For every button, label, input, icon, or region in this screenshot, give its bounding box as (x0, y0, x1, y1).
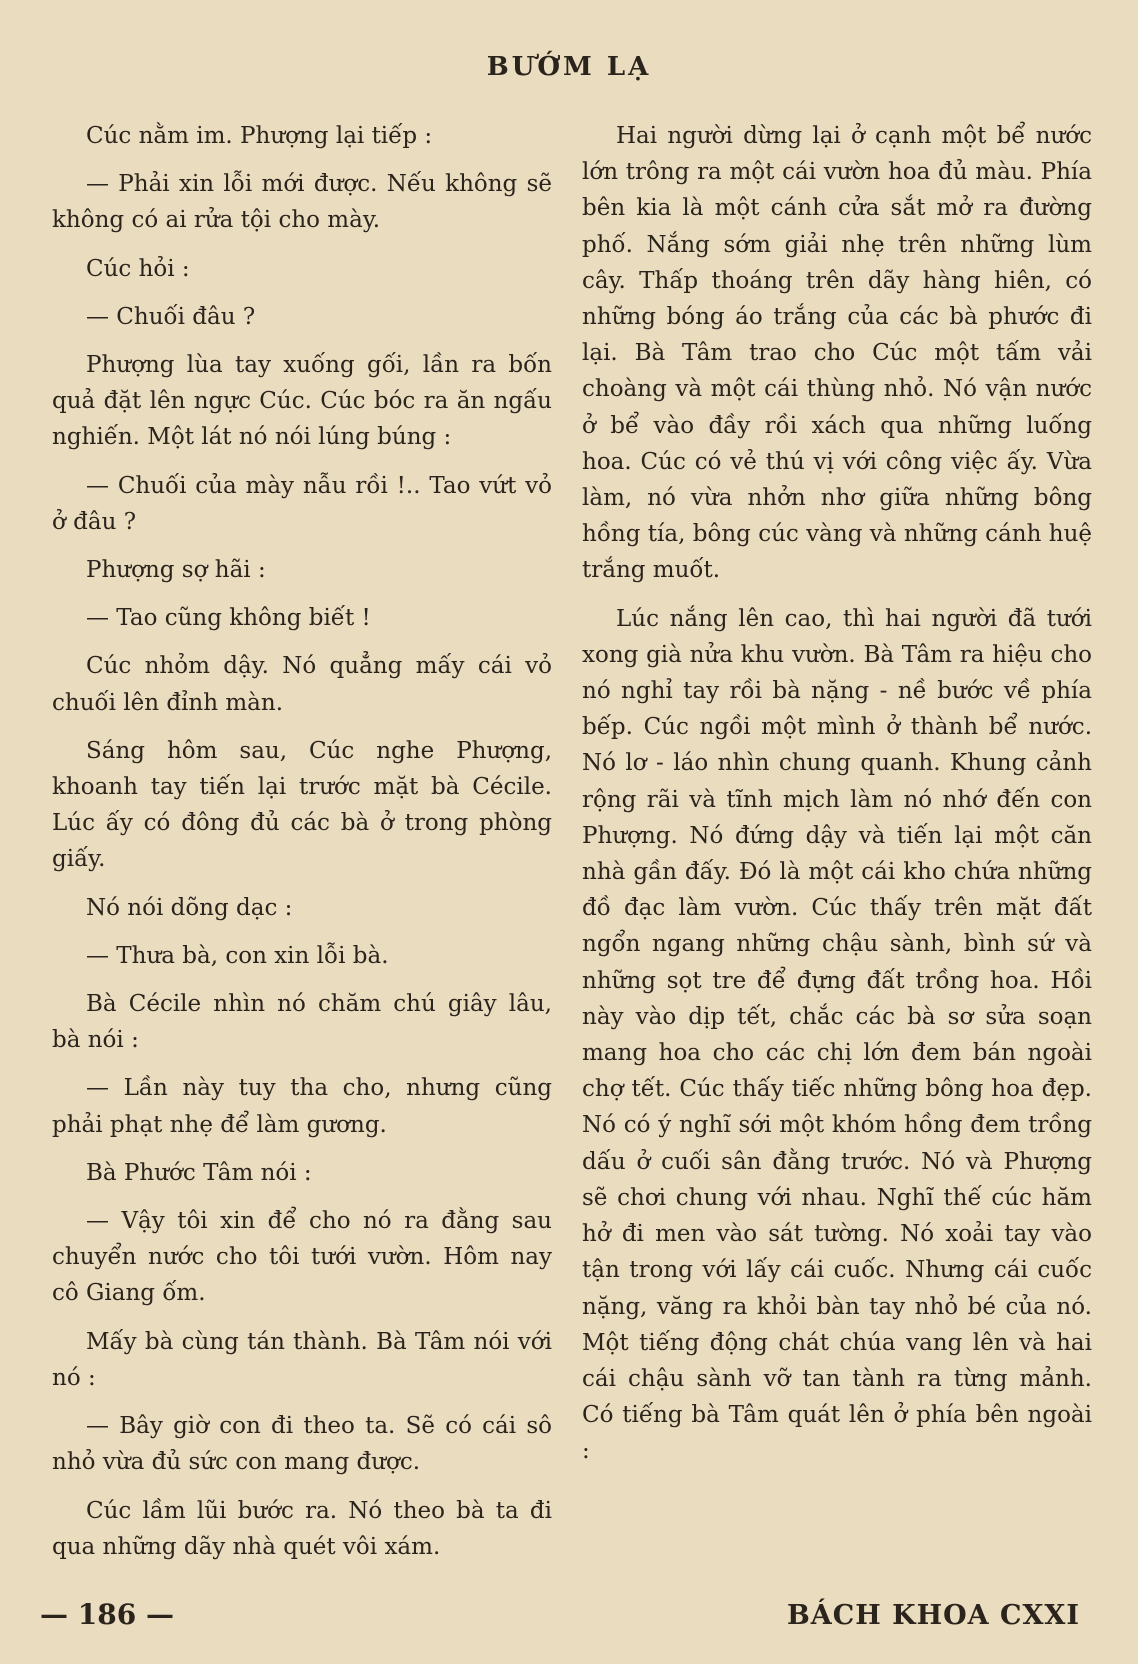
paragraph: Cúc hỏi : (86, 255, 190, 282)
paragraph: Sáng hôm sau, Cúc nghe Phượng, khoanh tay tiến lại trước mặt bà Cécile. Lúc ấy có đông đủ các bà ở trong phòng giấy. (52, 737, 552, 873)
paragraph: Bà Cécile nhìn nó chăm chú giây lâu, bà nói : (52, 991, 552, 1054)
publication-name: BÁCH KHOA CXXI (786, 1600, 1080, 1631)
running-header: BƯỚM LẠ (486, 52, 652, 82)
paragraph: Mấy bà cùng tán thành. Bà Tâm nói với nó : (52, 1328, 552, 1391)
right-column (582, 118, 1092, 1482)
paragraph: Phượng lùa tay xuống gối, lần ra bốn quả đặt lên ngực Cúc. Cúc bóc ra ăn ngấu nghiến. Một lát nó nói lúng búng : (52, 352, 552, 451)
paragraph: Cúc lầm lũi bước ra. Nó theo bà ta đi qua những dãy nhà quét vôi xám. (52, 1497, 552, 1560)
paragraph: — Thưa bà, con xin lỗi bà. (86, 942, 389, 969)
page-number: — 186 — (40, 1598, 174, 1631)
paragraph: Nó nói dõng dạc : (86, 894, 293, 921)
paragraph: — Bây giờ con đi theo ta. Sẽ có cái sô nhỏ vừa đủ sức con mang được. (52, 1413, 552, 1476)
paragraph: Cúc nhỏm dậy. Nó quẳng mấy cái vỏ chuối lên đỉnh màn. (52, 653, 552, 716)
paragraph: — Chuối đâu ? (86, 303, 256, 330)
paragraph: — Chuối của mày nẫu rồi !.. Tao vứt vỏ ở đâu ? (52, 472, 552, 535)
paragraph: Cúc nằm im. Phượng lại tiếp : (86, 123, 433, 149)
paragraph: — Tao cũng không biết ! (86, 605, 371, 632)
paragraph: Hai người dừng lại ở cạnh một bể nước lớn trông ra một cái vườn hoa đủ màu. Phía bên kia là một cánh cửa sắt mở ra đường phố. Nắng sớm giải nhẹ trên những lùm cây. Thấp thoáng trên dãy hàng hiên, có những bóng áo trắng của các bà phước đi lại. Bà Tâm trao cho Cúc một tấm vải choàng và một cái thùng nhỏ. Nó vận nước ở bể vào đầy rồi xách qua những luống hoa. Cúc có vẻ thú vị với công việc ấy. Vừa làm, nó vừa nhởn nhơ giữa những bông hồng tía, bông cúc vàng và những cánh huệ trắng muốt. (582, 123, 1092, 584)
paragraph: Phượng sợ hãi : (86, 557, 266, 584)
left-column (52, 118, 552, 1577)
paragraph: — Phải xin lỗi mới được. Nếu không sẽ không có ai rửa tội cho mày. (52, 171, 552, 234)
paragraph: — Vậy tôi xin để cho nó ra đằng sau chuyển nước cho tôi tưới vườn. Hôm nay cô Giang ốm. (52, 1208, 552, 1307)
paragraph: Lúc nắng lên cao, thì hai người đã tưới xong già nửa khu vườn. Bà Tâm ra hiệu cho nó nghỉ tay rồi bà nặng - nề bước về phía bếp. Cúc ngồi một mình ở thành bể nước. Nó lơ - láo nhìn chung quanh. Khung cảnh rộng rãi và tĩnh mịch làm nó nhớ đến con Phượng. Nó đứng dậy và tiến lại một căn nhà gần đấy. Đó là một cái kho chứa những đồ đạc làm vườn. Cúc thấy trên mặt đất ngổn ngang những chậu sành, bình sứ và những sọt tre để đựng đất trồng hoa. Hồi này vào dịp tết, chắc các bà sơ sửa soạn mang hoa cho các chị lớn đem bán ngoài chợ tết. Cúc thấy tiếc những bông hoa đẹp. Nó có ý nghĩ sới một khóm hồng đem trồng dấu ở cuối sân đằng trước. Nó và Phượng sẽ chơi chung với nhau. Nghĩ thế cúc hăm hở đi men vào sát tường. Nó xoải tay vào tận trong với lấy cái cuốc. Nhưng cái cuốc nặng, văng ra khỏi bàn tay nhỏ bé của nó. Một tiếng động chát chúa vang lên và hai cái chậu sành vỡ tan tành ra từng mảnh. Có tiếng bà Tâm quát lên ở phía bên ngoài : (582, 605, 1092, 1465)
paragraph: Bà Phước Tâm nói : (86, 1159, 312, 1186)
paragraph: — Lần này tuy tha cho, nhưng cũng phải phạt nhẹ để làm gương. (52, 1075, 552, 1138)
